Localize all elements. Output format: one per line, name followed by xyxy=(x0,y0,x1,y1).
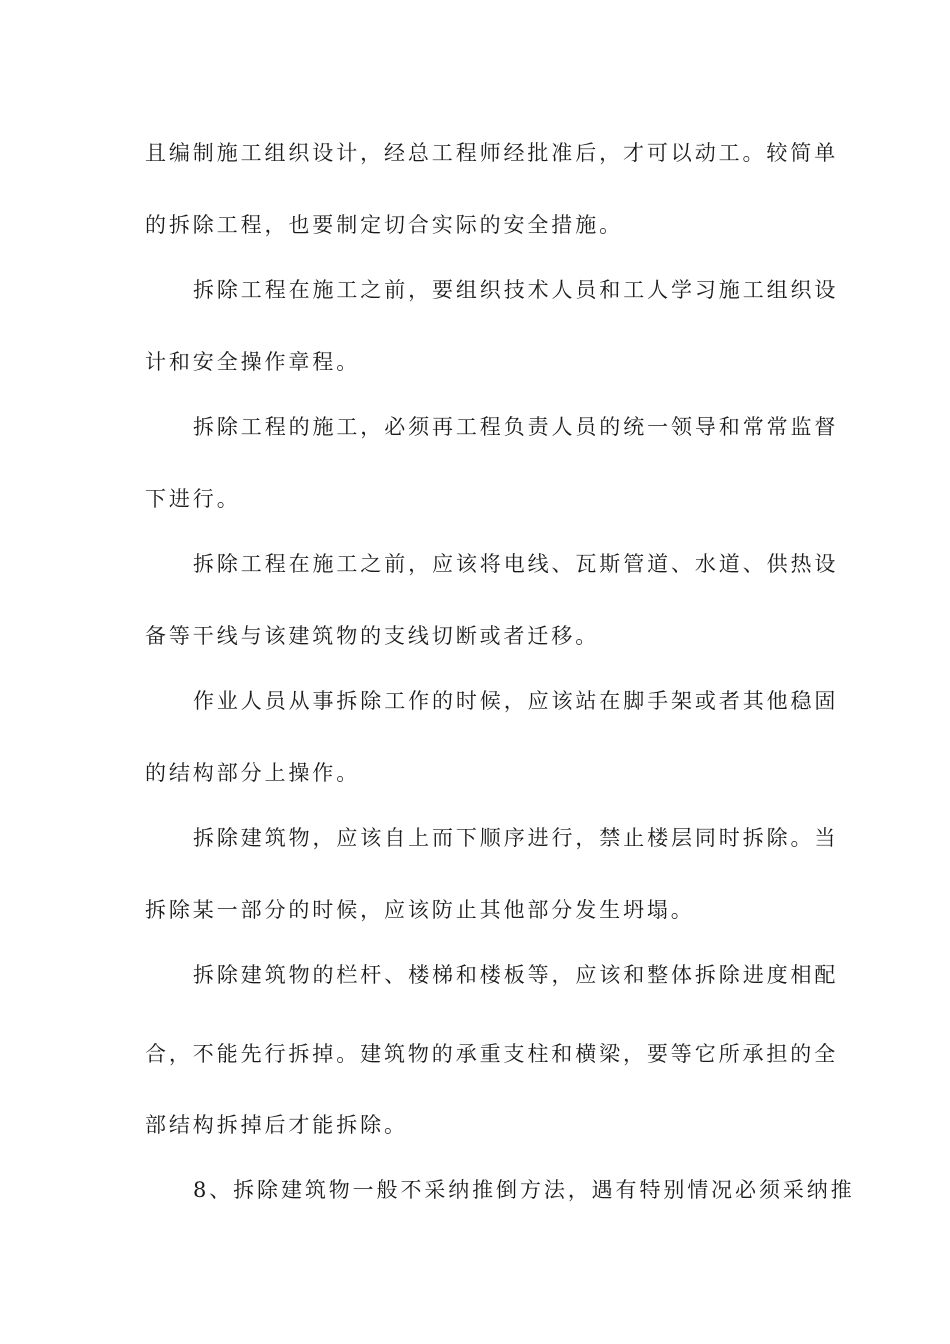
text-line: 拆除工程在施工之前，应该将电线、瓦斯管道、水道、供热设 xyxy=(193,552,839,576)
text-line: 作业人员从事拆除工作的时候，应该站在脚手架或者其他稳固 xyxy=(193,689,839,713)
text-line: 且编制施工组织设计，经总工程师经批准后，才可以动工。较简单 xyxy=(145,141,839,165)
text-line: 8、拆除建筑物一般不采纳推倒方法，遇有特别情况必须采纳推 xyxy=(193,1178,855,1202)
text-line: 计和安全操作章程。 xyxy=(145,350,361,374)
text-line: 拆除建筑物的栏杆、楼梯和楼板等，应该和整体拆除进度相配 xyxy=(193,963,839,987)
text-line: 拆除某一部分的时候，应该防止其他部分发生坍塌。 xyxy=(145,898,695,922)
text-line: 拆除工程的施工，必须再工程负责人员的统一领导和常常监督 xyxy=(193,415,839,439)
text-line: 的拆除工程，也要制定切合实际的安全措施。 xyxy=(145,213,623,237)
text-line: 备等干线与该建筑物的支线切断或者迁移。 xyxy=(145,624,600,648)
text-line: 拆除建筑物，应该自上而下顺序进行，禁止楼层同时拆除。当 xyxy=(193,826,839,850)
text-line: 合，不能先行拆掉。建筑物的承重支柱和横梁，要等它所承担的全 xyxy=(145,1042,839,1066)
text-line: 的结构部分上操作。 xyxy=(145,761,361,785)
text-line: 下进行。 xyxy=(145,487,241,511)
text-line: 拆除工程在施工之前，要组织技术人员和工人学习施工组织设 xyxy=(193,278,839,302)
text-line: 部结构拆掉后才能拆除。 xyxy=(145,1113,408,1137)
